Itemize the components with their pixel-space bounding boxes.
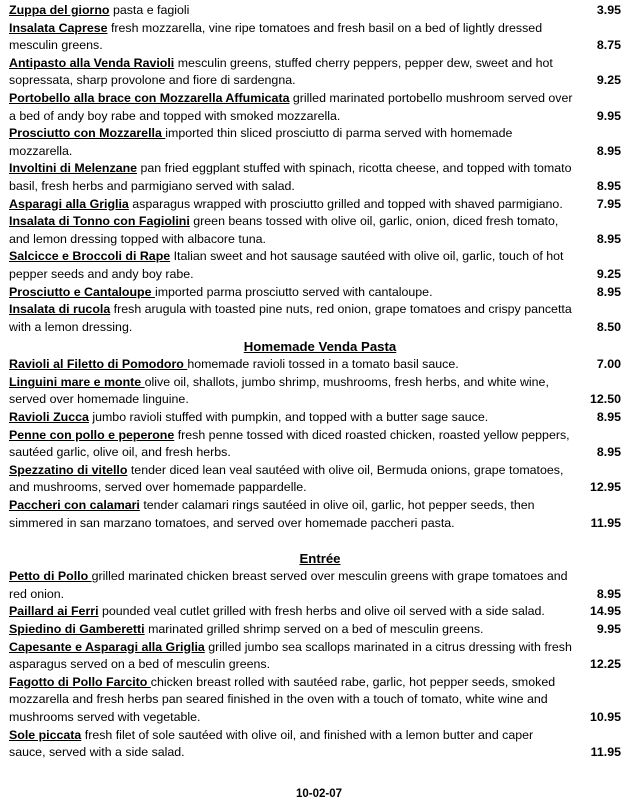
menu-item <box>9 409 631 427</box>
menu-item-description: fresh penne tossed with diced roasted chicken, roasted yellow peppers, sautéed garlic, olive oil, and fresh herbs. <box>9 427 570 460</box>
menu-item-name: Ravioli al Filetto di Pomodoro <box>9 357 188 372</box>
menu-item-price: 11.95 <box>590 515 621 530</box>
menu-item-price: 10.95 <box>589 709 621 724</box>
menu-item-name: Sole piccata <box>9 727 82 742</box>
pasta-section <box>9 356 631 532</box>
menu-item-price: 8.95 <box>596 143 621 158</box>
menu-item-description: green beans tossed with olive oil, garlic, onion, diced fresh tomato, and lemon dressing topped with albacore tuna. <box>9 214 559 246</box>
menu-item <box>9 639 631 674</box>
footer-date: 10-02-07 <box>295 788 343 800</box>
menu-item-name: Prosciutto e Cantaloupe <box>9 284 155 299</box>
menu-item-price: 8.95 <box>596 586 621 601</box>
menu-item <box>9 674 631 727</box>
menu-item <box>9 603 631 621</box>
menu-item <box>9 462 631 497</box>
menu-item-price: 8.75 <box>596 38 621 53</box>
entree-section <box>9 568 631 762</box>
menu-item-description: pasta e fagioli <box>109 3 190 17</box>
menu-item-description: imported parma prosciutto served with cantaloupe. <box>154 284 433 299</box>
menu-item <box>9 90 631 125</box>
menu-item-name: Asparagi alla Griglia <box>9 196 129 211</box>
menu-item-price: 12.25 <box>589 657 621 672</box>
menu-item-description: tender calamari rings sautéed in olive oil, garlic, hot pepper seeds, then simmered in san marzano tomatoes, and served over homemade paccheri pasta. <box>9 498 535 530</box>
menu-item-name: Insalata di rucola <box>9 302 111 317</box>
menu-item-description: olive oil, shallots, jumbo shrimp, mushrooms, fresh herbs, and white wine, served over homemade linguine. <box>9 374 549 407</box>
menu-item-name: Spiedino di Gamberetti <box>9 622 145 636</box>
menu-item-description: chicken breast rolled with sautéed rabe, garlic, hot pepper seeds, smoked mozzarella and fresh herbs pan seared finished in the oven with a touch of tomato, white wine and mushrooms served with vegetable. <box>9 674 556 724</box>
menu-item-price: 9.25 <box>596 73 621 88</box>
menu-item <box>9 497 631 532</box>
menu-item-name: Paillard ai Ferri <box>9 604 99 619</box>
menu-item-price: 8.95 <box>596 178 621 193</box>
menu-item-price: 8.95 <box>596 410 621 425</box>
menu-item-price: 3.95 <box>596 3 621 17</box>
menu-item <box>9 621 631 639</box>
menu-item-name: Involtini di Melenzane <box>9 161 138 176</box>
menu-item <box>9 20 631 55</box>
menu-item-description: marinated grilled shrimp served on a bed of mesculin greens. <box>144 622 484 636</box>
menu-item-description: homemade ravioli tossed in a tomato basil sauce. <box>187 357 459 372</box>
menu-item <box>9 301 631 336</box>
menu-item-description: grilled jumbo sea scallops marinated in a citrus dressing with fresh asparagus served on a bed of mesculin greens. <box>9 639 572 672</box>
menu-item-description: mesculin greens, stuffed cherry peppers, pepper dew, sweet and hot sopressata, sharp provolone and fiore di sardengna. <box>9 55 553 88</box>
menu-item <box>9 196 631 214</box>
menu-item-price: 9.95 <box>596 108 621 123</box>
menu-item-price: 12.95 <box>589 480 621 495</box>
menu-item-description: tender diced lean veal sautéed with olive oil, Bermuda onions, grape tomatoes, and mushrooms, served over homemade pappardelle. <box>9 462 564 495</box>
menu-item <box>9 125 631 160</box>
menu-item-name: Antipasto alla Venda Ravioli <box>9 55 175 70</box>
menu-item-description: imported thin sliced prosciutto di parma served with homemade mozzarella. <box>9 126 513 158</box>
menu-item-name: Prosciutto con Mozzarella <box>9 126 166 141</box>
menu-item-name: Linguini mare e monte <box>9 374 145 389</box>
menu-item-price: 8.95 <box>596 445 621 460</box>
menu-item-price: 7.00 <box>596 357 621 372</box>
menu-item-name: Paccheri con calamari <box>9 498 140 513</box>
menu-item-description: pan fried eggplant stuffed with spinach, ricotta cheese, and topped with tomato basil, fresh herbs and parmigiano served with salad. <box>9 161 572 193</box>
menu-item <box>9 160 631 195</box>
menu-item-price: 8.95 <box>596 284 621 299</box>
menu-item-name: Penne con pollo e peperone <box>9 427 175 442</box>
menu-item <box>9 568 631 603</box>
menu-item-price: 8.95 <box>596 231 621 246</box>
menu-item-name: Ravioli Zucca <box>9 410 89 425</box>
menu-item-name: Salcicce e Broccoli di Rape <box>9 249 171 264</box>
menu-item-price: 7.95 <box>596 196 621 211</box>
menu-item-description: grilled marinated portobello mushroom served over a bed of andy boy rabe and topped with smoked mozzarella. <box>9 90 573 123</box>
menu-item <box>9 55 631 90</box>
menu-item-name: Spezzatino di vitello <box>9 462 128 477</box>
menu-item-price: 12.50 <box>589 392 621 407</box>
menu-item-description: fresh filet of sole sautéed with olive oil, and finished with a lemon butter and caper sauce, served with a side salad. <box>9 727 534 760</box>
menu-item-description: Italian sweet and hot sausage sautéed with olive oil, garlic, touch of hot pepper seeds and andy boy rabe. <box>9 249 564 281</box>
menu-item-name: Insalata Caprese <box>9 20 108 35</box>
menu-item-name: Portobello alla brace con Mozzarella Affumicata <box>9 90 290 105</box>
menu-item <box>9 427 631 462</box>
menu-item-name: Insalata di Tonno con Fagiolini <box>9 214 190 229</box>
menu-item <box>9 248 631 283</box>
menu-item-description: fresh arugula with toasted pine nuts, red onion, grape tomatoes and crispy pancetta with a lemon dressing. <box>9 302 572 334</box>
menu-item <box>9 284 631 302</box>
menu-item-name: Fagotto di Pollo Farcito <box>9 674 151 689</box>
menu-item <box>9 213 631 248</box>
pasta-section-title: Homemade Venda Pasta <box>243 339 397 355</box>
menu-item-name: Zuppa del giorno <box>9 3 110 17</box>
menu-item-description: asparagus wrapped with prosciutto grilled and topped with shaved parmigiano. <box>128 196 563 211</box>
menu-item-name: Capesante e Asparagi alla Griglia <box>9 639 205 654</box>
menu-item-description: grilled marinated chicken breast served over mesculin greens with grape tomatoes and red onion. <box>9 569 568 601</box>
menu-item-price: 14.95 <box>589 604 621 619</box>
menu-item-price: 9.95 <box>596 622 621 636</box>
entree-section-title: Entrée <box>299 551 341 567</box>
menu-item <box>9 374 631 409</box>
menu-page <box>9 2 631 762</box>
menu-item <box>9 356 631 374</box>
appetizers-section <box>9 2 631 336</box>
menu-item-name: Petto di Pollo <box>9 569 92 584</box>
menu-item <box>9 2 631 20</box>
menu-item-description: pounded veal cutlet grilled with fresh herbs and olive oil served with a side salad. <box>98 604 545 619</box>
menu-item-price: 9.25 <box>596 266 621 281</box>
spacer <box>9 532 631 550</box>
menu-item-description: jumbo ravioli stuffed with pumpkin, and topped with a butter sage sauce. <box>88 410 489 425</box>
menu-item <box>9 727 631 762</box>
menu-item-price: 8.50 <box>596 319 621 334</box>
menu-item-price: 11.95 <box>590 745 621 760</box>
menu-item-description: fresh mozzarella, vine ripe tomatoes and fresh basil on a bed of lightly dressed mesculin greens. <box>9 20 543 53</box>
